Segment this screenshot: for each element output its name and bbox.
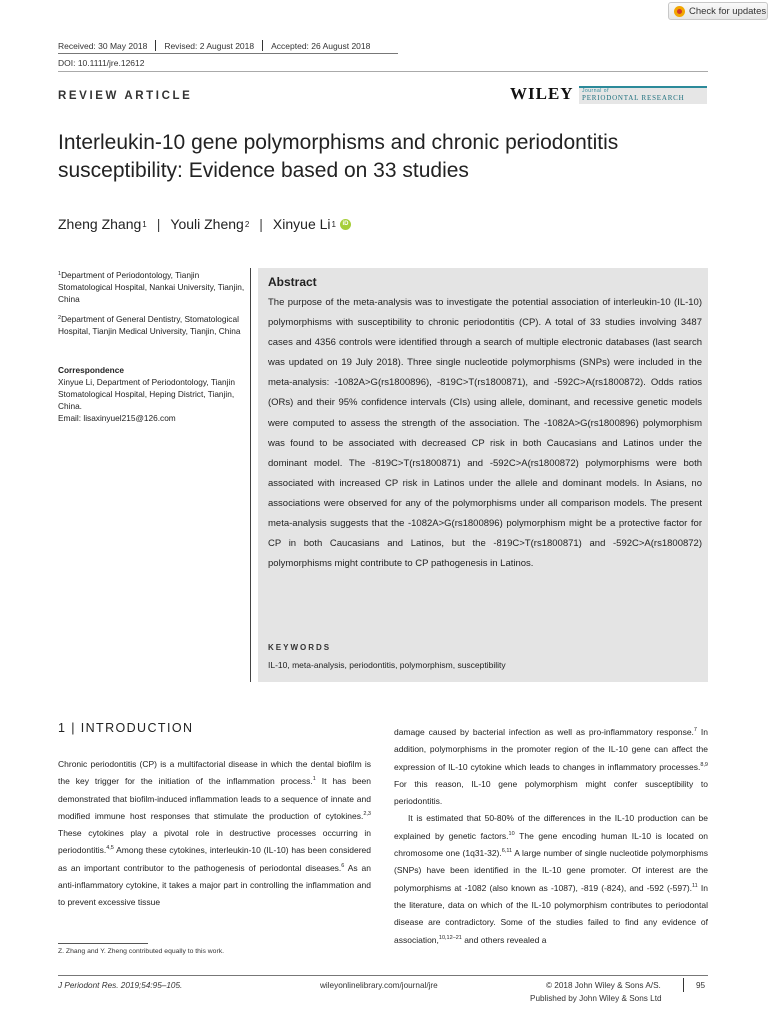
author-name[interactable]: Zheng Zhang bbox=[58, 216, 142, 232]
published-by: Published by John Wiley & Sons Ltd bbox=[530, 994, 662, 1003]
divider bbox=[155, 40, 156, 51]
received-date: Received: 30 May 2018 bbox=[58, 40, 148, 51]
citation-reference[interactable]: 2,3 bbox=[363, 810, 371, 817]
orcid-icon[interactable]: iD bbox=[340, 219, 351, 230]
article-dates bbox=[58, 40, 370, 51]
citation-reference[interactable]: 8,9 bbox=[700, 761, 708, 768]
keywords-list: IL-10, meta-analysis, periodontitis, polymorphism, susceptibility bbox=[268, 660, 506, 670]
footnote: Z. Zhang and Y. Zheng contributed equally to this work. bbox=[58, 948, 224, 955]
doi[interactable]: DOI: 10.1111/jre.12612 bbox=[58, 58, 145, 68]
article-type: REVIEW ARTICLE bbox=[58, 90, 193, 102]
body-text: In addition, polymorphisms in the promoter region of the IL-10 gene can affect the expression of IL-10 cytokine which leads to changes in inflammatory processes. bbox=[394, 727, 708, 772]
affiliation-text: Department of Periodontology, Tianjin Stomatological Hospital, Nankai University, Tianjin, China bbox=[58, 270, 245, 304]
correspondence bbox=[58, 364, 248, 424]
check-for-updates-label: Check for updates bbox=[689, 5, 767, 17]
journal-url[interactable]: wileyonlinelibrary.com/journal/jre bbox=[320, 981, 438, 990]
author-affiliation-mark: 1 bbox=[142, 219, 147, 229]
affiliation-number: 1 bbox=[58, 271, 62, 277]
citation-reference[interactable]: 4,5 bbox=[106, 845, 114, 852]
body-text: It has been demonstrated that biofilm-induced inflammation leads to a sequence of innate and modified immune host responses that stimulate the production of cytokines. bbox=[58, 776, 371, 821]
accepted-date: Accepted: 26 August 2018 bbox=[271, 40, 371, 51]
citation-reference[interactable]: 1 bbox=[312, 776, 316, 783]
page-divider bbox=[683, 978, 684, 992]
author-name[interactable]: Xinyue Li bbox=[272, 216, 331, 232]
footer-rule bbox=[58, 975, 708, 976]
intro-paragraph bbox=[394, 724, 708, 810]
citation-reference[interactable]: 10,12–21 bbox=[438, 934, 462, 941]
author-affiliation-mark: 1 bbox=[331, 219, 336, 229]
footnote-rule bbox=[58, 943, 148, 944]
body-text: and others revealed a bbox=[461, 934, 547, 945]
body-text: damage caused by bacterial infection as well as pro-inflammatory response. bbox=[394, 727, 694, 737]
body-text: Chronic periodontitis (CP) is a multifactorial disease in which the dental biofilm is the key trigger for the initiation of the inflammation process. bbox=[58, 759, 371, 787]
body-text: These cytokines play a pivotal role in destructive processes occurring in periodontitis. bbox=[58, 828, 371, 856]
correspondence-email[interactable]: Email: lisaxinyuel215@126.com bbox=[58, 413, 176, 423]
copyright: © 2018 John Wiley & Sons A/S. bbox=[546, 981, 661, 990]
abstract-heading: Abstract bbox=[268, 275, 317, 289]
author-list bbox=[58, 216, 351, 232]
body-text: Among these cytokines, interleukin-10 (IL-10) has been considered as an important contributor to the pathogenesis of periodontal diseases. bbox=[58, 845, 371, 873]
body-text: A large number of single nucleotide polymorphisms (SNPs) have been identified in the IL-10 gene promoter. Of interest are the polymorphisms at -1082 (also known as -1087), -819 (-824), and -592 (-597). bbox=[394, 848, 708, 893]
keywords-heading: KEYWORDS bbox=[268, 643, 332, 652]
revised-date: Revised: 2 August 2018 bbox=[164, 40, 255, 51]
intro-column-2 bbox=[394, 724, 708, 949]
body-text: The gene encoding human IL-10 is located on chromosome one (1q31-32). bbox=[394, 830, 708, 859]
check-for-updates-button[interactable] bbox=[668, 2, 768, 20]
intro-paragraph bbox=[394, 810, 708, 948]
citation-reference[interactable]: 10 bbox=[508, 830, 515, 837]
citation-reference[interactable]: 11 bbox=[692, 882, 698, 889]
crossmark-icon bbox=[674, 6, 685, 17]
correspondence-label: Correspondence bbox=[58, 365, 124, 375]
citation-reference[interactable]: 6 bbox=[341, 862, 345, 869]
author-separator: | bbox=[259, 216, 263, 232]
author-name[interactable]: Youli Zheng bbox=[170, 216, 244, 232]
affiliation-2 bbox=[58, 312, 248, 337]
body-text: For this reason, IL-10 gene polymorphism might confer susceptibility to periodontitis. bbox=[394, 778, 708, 807]
affiliation-1 bbox=[58, 268, 248, 305]
journal-logo bbox=[579, 86, 707, 104]
journal-logo-small: Journal of bbox=[582, 88, 609, 94]
affiliation-text: Department of General Dentistry, Stomatological Hospital, Tianjin Medical University, Tianjin, China bbox=[58, 314, 241, 336]
intro-column-1 bbox=[58, 756, 371, 912]
section-heading: 1 | INTRODUCTION bbox=[58, 721, 194, 735]
abstract-divider bbox=[250, 268, 251, 682]
header-rule-full bbox=[58, 71, 708, 72]
citation: J Periodont Res. 2019;54:95–105. bbox=[58, 981, 183, 990]
author-affiliation-mark: 2 bbox=[244, 219, 250, 229]
publisher-logo: WILEY bbox=[510, 84, 574, 103]
divider bbox=[262, 40, 263, 51]
citation-reference[interactable]: 7 bbox=[693, 727, 697, 733]
author-separator: | bbox=[156, 216, 161, 232]
body-text: In the literature, data on which of the IL-10 polymorphism contributes to periodontal disease are contradictory. Some of the studies failed to find any evidence of association, bbox=[394, 882, 708, 945]
journal-logo-name: PERIODONTAL RESEARCH bbox=[582, 94, 685, 102]
body-text: As an anti-inflammatory cytokine, it takes a major part in controlling the inflammation and to prevent excessive tissue bbox=[58, 862, 371, 908]
body-text: It is estimated that 50-80% of the differences in the IL-10 production can be explained by genetic factors. bbox=[394, 813, 708, 841]
abstract-text: The purpose of the meta-analysis was to investigate the potential association of interleukin-10 (IL-10) polymorphisms with susceptibility to chronic periodontitis (CP). A total of 33 studies involving 3487 cases and 4356 controls were identified through a search of multiple electronic databases (last search was updated on 19 July 2018). Three single nucleotide polymorphisms (SNPs) were included in the meta-analysis: -1082A>G(rs1800896), -819C>T(rs1800871), and -592C>A(rs1800872). Odds ratios (ORs) and their 95% confidence intervals (CIs) using allele, dominant, and recessive genetic models were computed to assess the strength of the association. The -1082A>G(rs1800896) polymorphism was found to be associated with decreased CP risk in both Caucasians and Latinos under the dominant model. The -819C>T(rs1800871) and -592C>A(rs1800872) polymorphisms were both associated with increased CP risk in Latinos under the allele and dominant models. In Asians, no associations were observed for any of the polymorphisms under all comparison models. The present meta-analysis suggests that the -1082A>G(rs1800896) polymorphism might be a protective factor for CP in both Caucasians and Latinos, but the -819C>T(rs1800871) and -592C>A(rs1800872) polymorphisms might contribute to CP pathogenesis in Latinos. bbox=[268, 297, 702, 570]
page-number: 95 bbox=[696, 981, 706, 990]
correspondence-text: Xinyue Li, Department of Periodontology, Tianjin Stomatological Hospital, Heping District, Tianjin, China. bbox=[58, 377, 235, 411]
article-title: Interleukin-10 gene polymorphisms and chronic periodontitis susceptibility: Evidence based on 33 studies bbox=[58, 131, 619, 182]
citation-reference[interactable]: 6,11 bbox=[501, 848, 513, 855]
header-rule bbox=[58, 53, 398, 54]
affiliation-number: 2 bbox=[58, 315, 62, 321]
